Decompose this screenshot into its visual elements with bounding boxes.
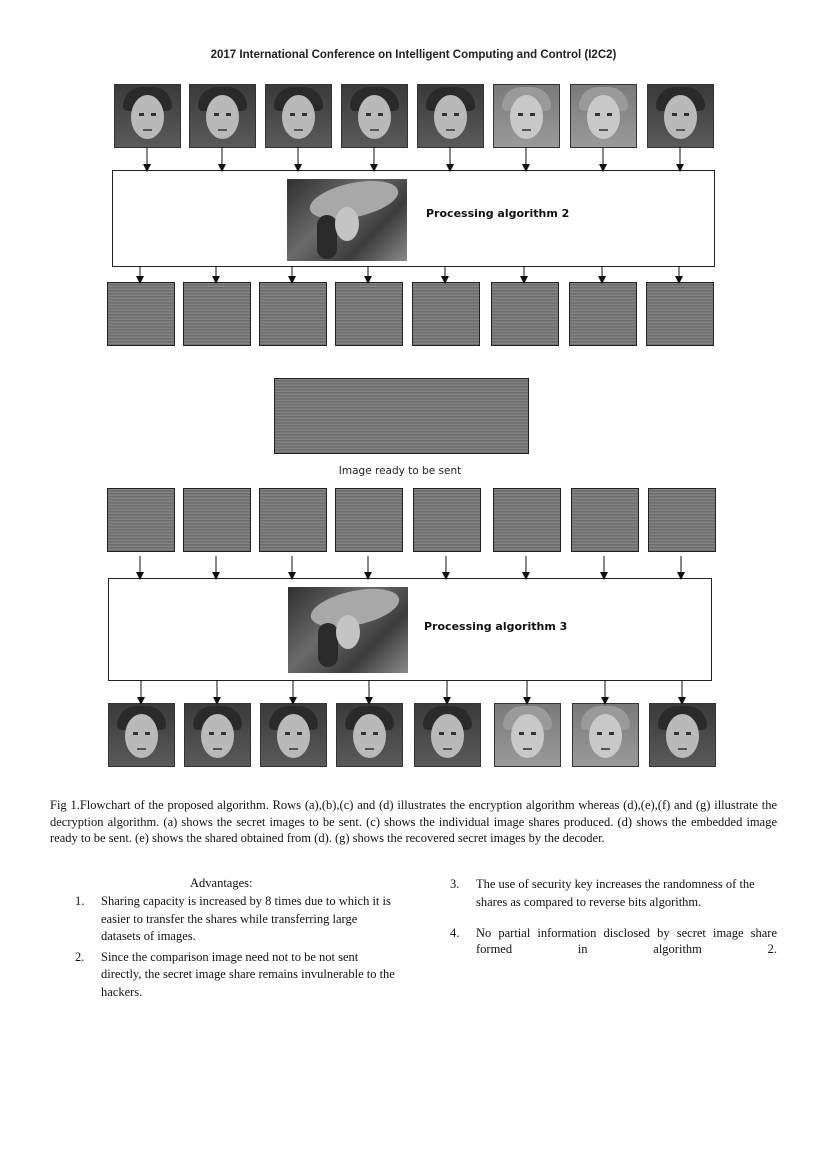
secret-face-7 <box>570 84 637 148</box>
obtained-share-5 <box>413 488 481 552</box>
advantage-item-2 <box>75 949 397 1002</box>
secret-face-6 <box>493 84 560 148</box>
secret-face-8 <box>647 84 714 148</box>
obtained-share-4 <box>335 488 403 552</box>
advantage-number: 3. <box>450 877 460 891</box>
conference-header: 2017 International Conference on Intelligent Computing and Control (I2C2) <box>210 49 617 61</box>
advantage-text: The use of security key increases the randomness of the shares as compared to reverse bits algorithm. <box>476 877 755 909</box>
recovered-face-4 <box>336 703 403 767</box>
advantage-number: 4. <box>450 926 460 940</box>
share-7 <box>569 282 637 346</box>
obtained-share-3 <box>259 488 327 552</box>
processing-algorithm-3-box <box>108 578 712 681</box>
processing-algorithm-2-label: Processing algorithm 2 <box>426 207 570 220</box>
advantage-number: 2. <box>75 949 85 964</box>
advantages-title: Advantages: <box>190 876 253 890</box>
secret-face-2 <box>189 84 256 148</box>
secret-face-5 <box>417 84 484 148</box>
obtained-share-7 <box>571 488 639 552</box>
advantage-number: 1. <box>75 894 85 908</box>
recovered-face-2 <box>184 703 251 767</box>
recovered-face-1 <box>108 703 175 767</box>
secret-face-3 <box>265 84 332 148</box>
obtained-share-8 <box>648 488 716 552</box>
share-6 <box>491 282 559 346</box>
advantage-item-4 <box>450 925 777 957</box>
comparison-image-decoder <box>288 587 408 673</box>
embedded-image <box>274 378 529 454</box>
recovered-face-3 <box>260 703 327 767</box>
share-1 <box>107 282 175 346</box>
share-2 <box>183 282 251 346</box>
advantage-text: Sharing capacity is increased by 8 times due to which it is easier to transfer the shares while transferring large datasets of images. <box>101 894 391 943</box>
advantage-text: No partial information disclosed by secret image share formed in algorithm 2. <box>476 926 777 956</box>
advantages-left-column <box>75 893 397 1001</box>
recovered-face-7 <box>572 703 639 767</box>
figure-caption: Fig 1.Flowchart of the proposed algorithm. Rows (a),(b),(c) and (d) illustrates the encryption algorithm whereas (d),(e),(f) and (g) illustrate the decryption algorithm. (a) shows the secret images to be sent. (c) shows the individual image shares produced. (d) shows the embedded image ready to be sent. (e) shows the shared obtained from (d). (g) shows the recovered secret images by the decoder. <box>50 798 777 845</box>
advantages-right-column <box>450 876 777 957</box>
advantage-text: Since the comparison image need not to be not sent directly, the secret image share remains invulnerable to the hackers. <box>101 949 395 999</box>
share-8 <box>646 282 714 346</box>
recovered-face-5 <box>414 703 481 767</box>
processing-algorithm-3-label: Processing algorithm 3 <box>424 620 568 633</box>
comparison-image <box>287 179 407 261</box>
share-5 <box>412 282 480 346</box>
recovered-face-8 <box>649 703 716 767</box>
obtained-share-1 <box>107 488 175 552</box>
advantage-item-1 <box>75 893 397 946</box>
recovered-face-6 <box>494 703 561 767</box>
processing-algorithm-2-box <box>112 170 715 267</box>
embedded-image-caption: Image ready to be sent <box>338 465 462 477</box>
share-3 <box>259 282 327 346</box>
advantage-item-3 <box>450 876 777 911</box>
obtained-share-6 <box>493 488 561 552</box>
obtained-share-2 <box>183 488 251 552</box>
share-4 <box>335 282 403 346</box>
secret-face-1 <box>114 84 181 148</box>
secret-face-4 <box>341 84 408 148</box>
